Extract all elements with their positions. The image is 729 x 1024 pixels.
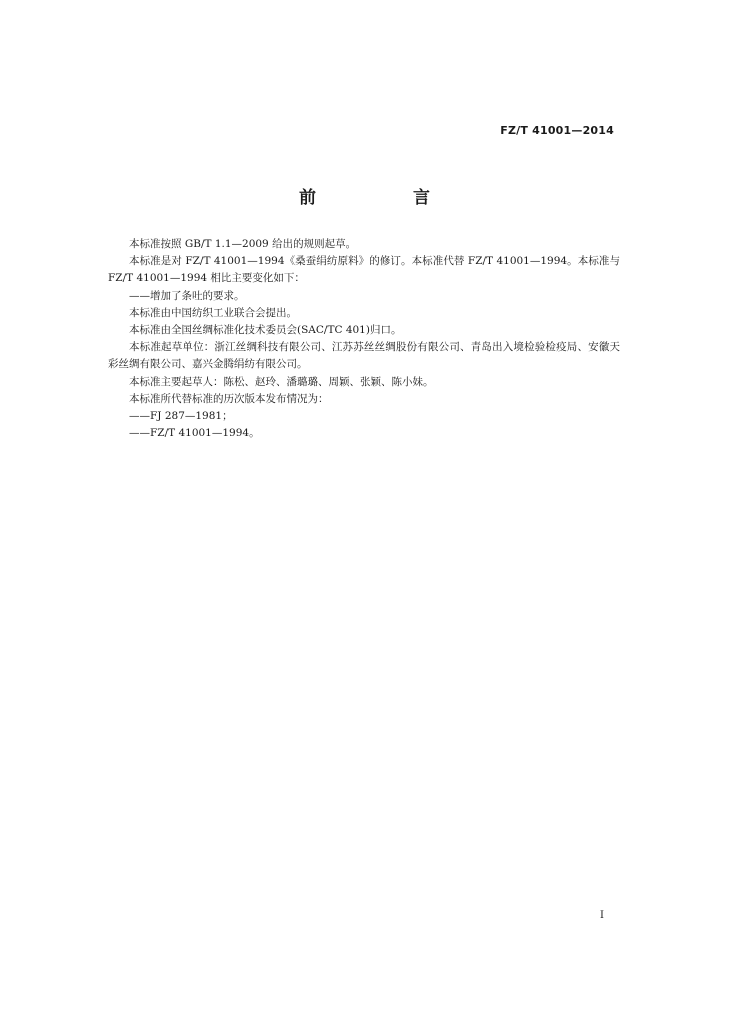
paragraph-history-item-1: ——FJ 287—1981； [129,410,233,423]
foreword-body [108,236,620,442]
paragraph-history-item-2: ——FZ/T 41001—1994。 [129,427,260,440]
paragraph-history: 本标准所代替标准的历次版本发布情况为： [129,392,329,405]
paragraph-drafting-units: 本标准起草单位：浙江丝绸科技有限公司、江苏苏丝丝绸股份有限公司、青岛出入境检验检疫局、安徽天彩丝绸有限公司、嘉兴金腾绢纺有限公司。 [108,341,620,371]
paragraph-revision: 本标准是对 FZ/T 41001—1994《桑蚕绢纺原料》的修订。本标准代替 FZ/T 41001—1994。本标准与 FZ/T 41001—1994 相比主要变化如下： [108,255,620,285]
paragraph-proposer: 本标准由中国纺织工业联合会提出。 [129,306,297,319]
page-number: I [600,910,604,921]
paragraph-change-item: ——增加了条吐的要求。 [129,289,245,302]
standard-number: FZ/T 41001—2014 [500,124,614,137]
paragraph-drafting-rules: 本标准按照 GB/T 1.1—2009 给出的规则起草。 [129,238,357,250]
paragraph-committee: 本标准由全国丝绸标准化技术委员会(SAC/TC 401)归口。 [129,324,402,337]
page-title: 前 言 [299,188,470,208]
paragraph-drafters: 本标准主要起草人：陈松、赵玲、潘璐璐、周颖、张颖、陈小妹。 [129,375,434,388]
